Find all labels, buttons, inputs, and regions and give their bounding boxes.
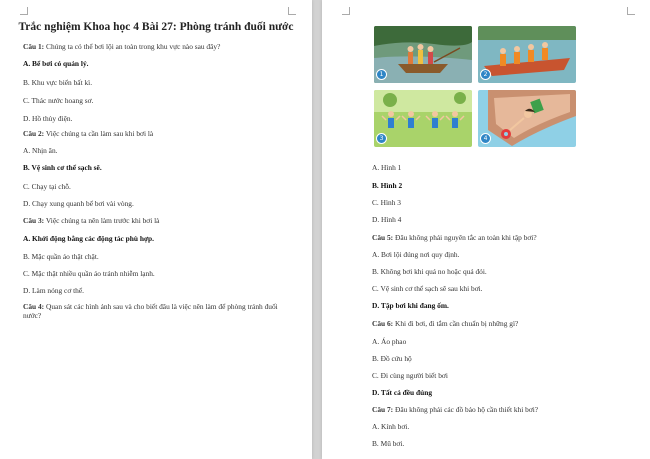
question-6: Câu 6: Khi đi bơi, đi tắm cần chuẩn bị những gì? <box>372 319 519 328</box>
answer-5b: B. Không bơi khi quá no hoặc quá đói. <box>372 267 487 276</box>
margin-mark <box>20 7 28 15</box>
answer-6c: C. Đi cùng người biết bơi <box>372 371 448 380</box>
answer-6a: A. Áo phao <box>372 337 407 346</box>
answer-4c: C. Hình 3 <box>372 198 401 207</box>
answer-2c: C. Chạy tại chỗ. <box>23 182 71 191</box>
answer-7b: B. Mũ bơi. <box>372 439 405 448</box>
answer-4a: A. Hình 1 <box>372 163 402 172</box>
answer-1a: A. Bể bơi có quản lý. <box>23 59 89 68</box>
answer-1b: B. Khu vực biển bất kì. <box>23 78 93 87</box>
answer-5c: C. Vệ sinh cơ thể sạch sẽ sau khi bơi. <box>372 284 483 293</box>
answer-5d: D. Tập bơi khi đang ốm. <box>372 301 449 310</box>
answer-2b: B. Vệ sinh cơ thể sạch sẽ. <box>23 163 102 172</box>
image-number-badge: 3 <box>376 133 387 144</box>
answer-2a: A. Nhịn ăn. <box>23 146 58 155</box>
margin-mark <box>288 7 296 15</box>
boat-illustration <box>374 26 472 83</box>
question-3: Câu 3: Việc chúng ta nên làm trước khi bơi là <box>23 216 160 225</box>
question-4: Câu 4: Quan sát các hình ảnh sau và cho biết đâu là việc nên làm để phòng tránh đuối nước? <box>23 302 278 320</box>
question-5: Câu 5: Đâu không phải nguyên tắc an toàn khi tập bơi? <box>372 233 537 242</box>
image-children-warming-up <box>374 90 472 147</box>
image-number-badge: 4 <box>480 133 491 144</box>
answer-3d: D. Làm nóng cơ thể. <box>23 286 84 295</box>
canoe-illustration <box>478 26 576 83</box>
answer-3b: B. Mặc quần áo thật chật. <box>23 252 99 261</box>
margin-mark <box>342 7 350 15</box>
image-number-badge: 2 <box>480 69 491 80</box>
question-2: Câu 2: Việc chúng ta cần làm sau khi bơi là <box>23 129 154 138</box>
question-7: Câu 7: Đâu không phải các đồ bảo hộ cần thiết khi bơi? <box>372 405 539 414</box>
answer-3a: A. Khởi động bằng các động tác phù hợp. <box>23 234 154 243</box>
image-boat-on-river <box>374 26 472 83</box>
page-title: Trắc nghiệm Khoa học 4 Bài 27: Phòng tránh đuối nước <box>18 21 294 33</box>
answer-4d: D. Hình 4 <box>372 215 402 224</box>
answer-2d: D. Chạy xung quanh bể bơi vài vòng. <box>23 199 134 208</box>
answer-1c: C. Thác nước hoang sơ. <box>23 96 94 105</box>
answer-6d: D. Tất cả đều đúng <box>372 388 433 397</box>
answer-4b: B. Hình 2 <box>372 181 403 190</box>
image-canoe-life-jackets <box>478 26 576 83</box>
leaning-illustration <box>478 90 576 147</box>
answer-6b: B. Đồ cứu hộ <box>372 354 412 363</box>
answer-5a: A. Bơi lội đúng nơi quy định. <box>372 250 460 259</box>
right-page <box>322 0 650 459</box>
answer-7a: A. Kính bơi. <box>372 422 410 431</box>
answer-1d: D. Hồ thủy điện. <box>23 114 73 123</box>
question-1: Câu 1: Chúng ta có thể bơi lội an toàn trong khu vực nào sau đây? <box>23 42 221 51</box>
answer-3c: C. Mặc thật nhiều quần áo tránh nhiễm lạnh. <box>23 269 155 278</box>
warm-up-illustration <box>374 90 472 147</box>
image-number-badge: 1 <box>376 69 387 80</box>
left-page <box>0 0 312 459</box>
margin-mark <box>627 7 635 15</box>
image-girl-leaning-over-boat <box>478 90 576 147</box>
page-gutter <box>312 0 322 459</box>
